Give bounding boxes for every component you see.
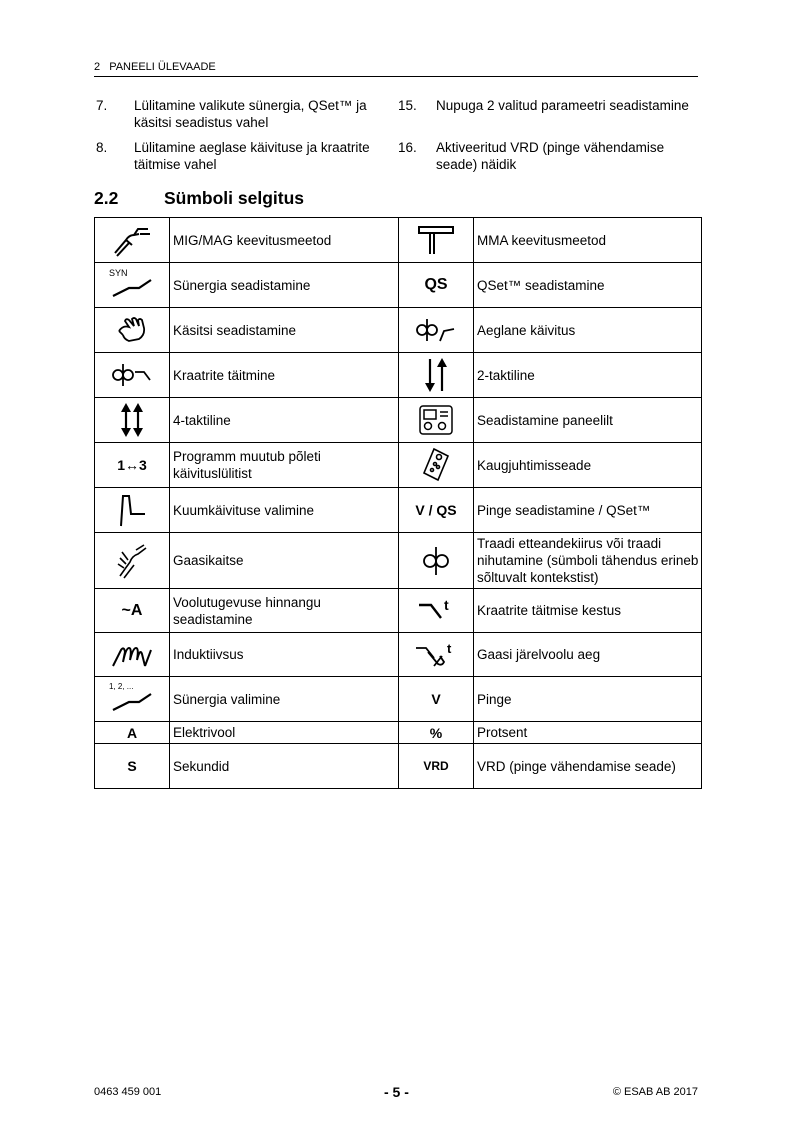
synergy-select-text: 1, 2, ... xyxy=(109,682,134,691)
list-item-num: 15. xyxy=(398,98,417,113)
table-row xyxy=(95,533,702,589)
symbol-cell xyxy=(95,677,170,722)
mma-electrode-icon xyxy=(416,224,456,256)
seconds-symbol: S xyxy=(95,744,170,789)
symbol-label: Programm muutub põleti käivituslülitist xyxy=(170,443,399,488)
symbol-label: Kuumkäivituse valimine xyxy=(170,488,399,533)
symbol-label: Gaasi järelvoolu aeg xyxy=(474,633,702,677)
symbol-label: Voolutugevuse hinnangu seadistamine xyxy=(170,589,399,633)
symbol-cell xyxy=(95,488,170,533)
symbol-cell xyxy=(399,353,474,398)
symbol-cell xyxy=(399,308,474,353)
list-left xyxy=(96,97,396,181)
crater-fill-icon xyxy=(110,362,154,388)
list-item-num: 7. xyxy=(96,98,108,113)
synergy-select-icon xyxy=(109,684,155,714)
list-item xyxy=(398,97,698,139)
2-stroke-icon xyxy=(420,355,452,395)
list-item-text: Aktiveeritud VRD (pinge vähendamise seade) näidik xyxy=(436,140,665,172)
table-row xyxy=(95,677,702,722)
hand-icon xyxy=(115,315,149,345)
symbol-label: Sekundid xyxy=(170,744,399,789)
footer-copyright: © ESAB AB 2017 xyxy=(612,1086,698,1098)
symbol-label: Sünergia seadistamine xyxy=(170,263,399,308)
symbol-cell xyxy=(399,533,474,589)
list-item xyxy=(398,139,698,181)
mig-mag-torch-icon xyxy=(112,223,152,257)
table-row xyxy=(95,218,702,263)
table-row xyxy=(95,722,702,744)
symbol-label: MIG/MAG keevitusmeetod xyxy=(170,218,399,263)
table-row xyxy=(95,589,702,633)
symbol-label: 4-taktiline xyxy=(170,398,399,443)
section-number: 2.2 xyxy=(94,188,119,208)
slow-start-icon xyxy=(414,317,458,343)
symbol-cell xyxy=(399,589,474,633)
symbol-label: QSet™ seadistamine xyxy=(474,263,702,308)
footer-page-number: - 5 - xyxy=(384,1084,409,1100)
symbol-label: Kaugjuhtimisseade xyxy=(474,443,702,488)
footer-doc-number: 0463 459 001 xyxy=(94,1086,162,1098)
gas-post-flow-icon xyxy=(414,640,458,670)
table-row xyxy=(95,488,702,533)
header-section-num: 2 xyxy=(94,61,101,73)
symbol-label: Käsitsi seadistamine xyxy=(170,308,399,353)
symbol-cell xyxy=(399,443,474,488)
symbol-label: Kraatrite täitmise kestus xyxy=(474,589,702,633)
symbol-table xyxy=(94,217,702,789)
vrd-symbol: VRD xyxy=(399,744,474,789)
symbol-cell xyxy=(95,398,170,443)
section-title: Sümboli selgitus xyxy=(164,188,305,208)
inductance-icon xyxy=(111,640,153,670)
synergy-icon xyxy=(109,270,155,300)
symbol-label: Traadi etteandekiirus või traadi nihutamine (sümboli tähendus erineb sõltuvalt kontekstist) xyxy=(474,533,702,589)
symbol-label: Kraatrite täitmine xyxy=(170,353,399,398)
qset-symbol: QS xyxy=(399,263,474,308)
table-row xyxy=(95,308,702,353)
hot-start-icon xyxy=(115,492,149,528)
symbol-cell xyxy=(95,533,170,589)
list-item-text: Lülitamine valikute sünergia, QSet™ ja käsitsi seadistus vahel xyxy=(134,98,367,130)
symbol-label: Aeglane käivitus xyxy=(474,308,702,353)
symbol-label: Sünergia valimine xyxy=(170,677,399,722)
current-estimate-symbol: ~A xyxy=(95,589,170,633)
symbol-label: MMA keevitusmeetod xyxy=(474,218,702,263)
table-row xyxy=(95,398,702,443)
panel-icon xyxy=(418,404,454,436)
table-row xyxy=(95,353,702,398)
symbol-label: Protsent xyxy=(474,722,702,744)
current-symbol: A xyxy=(95,722,170,744)
svg-text:t: t xyxy=(444,596,449,613)
symbol-label: Elektrivool xyxy=(170,722,399,744)
symbol-label: Seadistamine paneelilt xyxy=(474,398,702,443)
list-item xyxy=(96,139,396,181)
table-row xyxy=(95,443,702,488)
table-row xyxy=(95,633,702,677)
gas-shield-icon xyxy=(114,542,150,580)
synergy-symbol-text: SYN xyxy=(109,268,128,278)
crater-fill-time-icon xyxy=(415,596,457,626)
list-right xyxy=(398,97,698,181)
wire-feed-icon xyxy=(419,545,453,577)
symbol-label: Pinge seadistamine / QSet™ xyxy=(474,488,702,533)
symbol-label: 2-taktiline xyxy=(474,353,702,398)
svg-text:t: t xyxy=(447,640,452,656)
list-item-num: 16. xyxy=(398,140,417,155)
remote-control-icon xyxy=(420,446,452,484)
symbol-cell xyxy=(399,398,474,443)
4-stroke-icon xyxy=(116,400,148,440)
list-item-text: Nupuga 2 valitud parameetri seadistamine xyxy=(436,98,689,113)
symbol-label: Pinge xyxy=(474,677,702,722)
symbol-label: Induktiivsus xyxy=(170,633,399,677)
page-header xyxy=(94,61,698,77)
table-row xyxy=(95,744,702,789)
symbol-cell xyxy=(95,218,170,263)
list-item-num: 8. xyxy=(96,140,108,155)
symbol-label: VRD (pinge vähendamise seade) xyxy=(474,744,702,789)
symbol-cell xyxy=(95,633,170,677)
table-row xyxy=(95,263,702,308)
list-item-text: Lülitamine aeglase käivituse ja kraatrite täitmise vahel xyxy=(134,140,370,172)
symbol-cell xyxy=(95,308,170,353)
symbol-cell xyxy=(399,633,474,677)
percent-symbol: % xyxy=(399,722,474,744)
voltage-qset-symbol: V / QS xyxy=(399,488,474,533)
section-heading xyxy=(94,188,304,209)
list-item xyxy=(96,97,396,139)
header-section-title: PANEELI ÜLEVAADE xyxy=(109,61,216,73)
voltage-symbol: V xyxy=(399,677,474,722)
symbol-cell xyxy=(95,263,170,308)
symbol-cell xyxy=(399,218,474,263)
symbol-label: Gaasikaitse xyxy=(170,533,399,589)
symbol-cell xyxy=(95,353,170,398)
program-change-symbol: 1↔3 xyxy=(95,443,170,488)
